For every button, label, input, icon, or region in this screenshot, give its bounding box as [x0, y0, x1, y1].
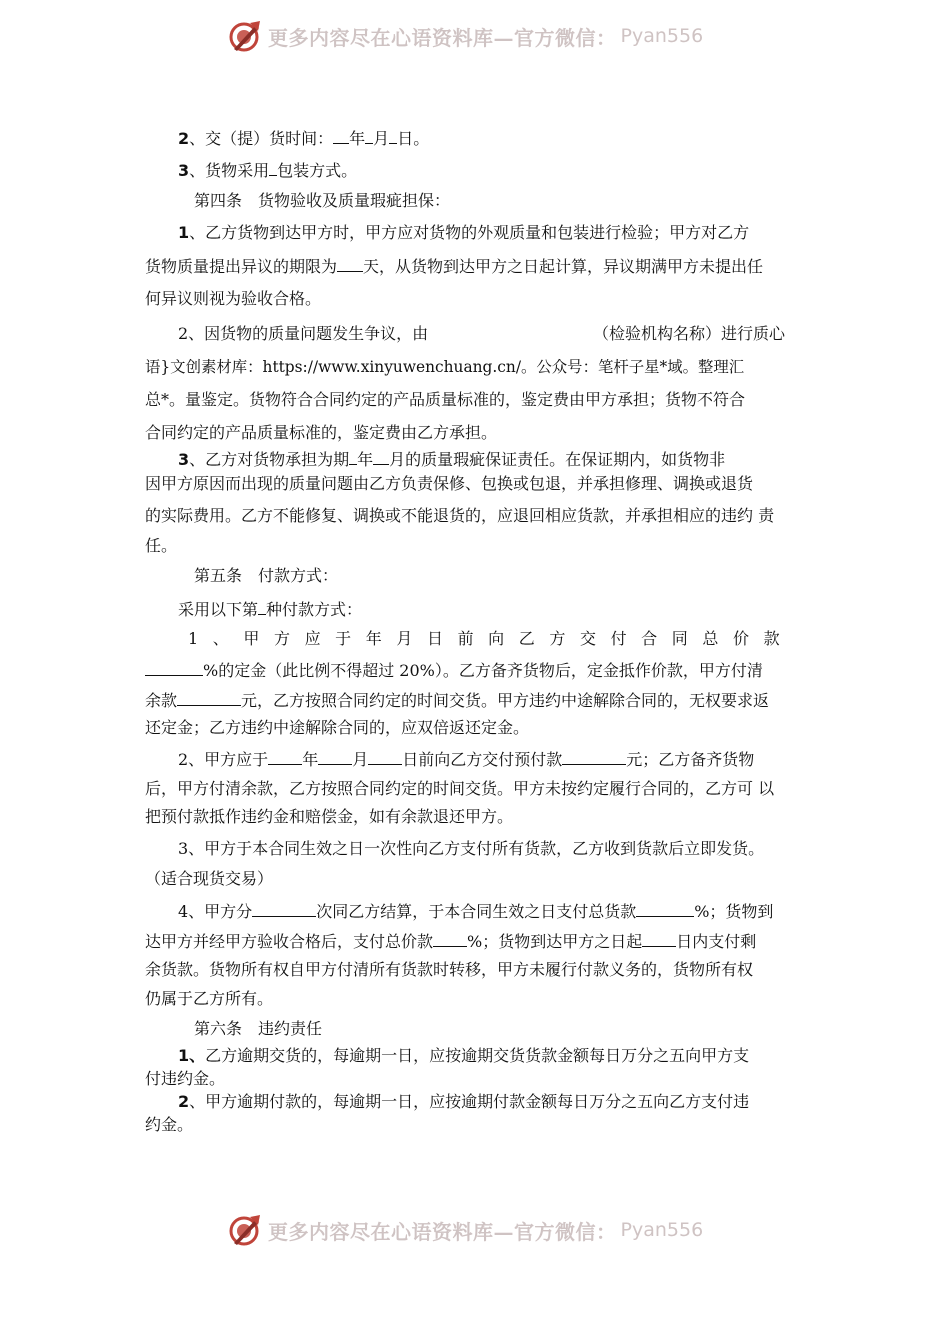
paragraph-line: 1、甲方应于年月日前向乙方交付合同总价款 [188, 629, 795, 648]
paragraph-line: 的实际费用。乙方不能修复、调换或不能退货的，应退回相应货款，并承担相应的违约 责 [145, 506, 775, 525]
clause-delivery-time: 2、交（提）货时间： 年 月 日。 [178, 129, 430, 148]
paragraph-line: 1、乙方逾期交货的，每逾期一日，应按逾期交货货款金额每日万分之五向甲方支 [178, 1046, 750, 1065]
paragraph-line: 3、甲方于本合同生效之日一次性向乙方支付所有货款，乙方收到货款后立即发货。 [178, 839, 765, 858]
paragraph-line: 采用以下第 种付款方式： [178, 600, 363, 619]
paragraph-line: 语}文创素材库：https://www.xinyuwenchuang.cn/。公众号：笔杆子星*域。整理汇 [145, 358, 745, 376]
article-five-heading: 第五条 付款方式： [194, 566, 339, 585]
footer-watermark-banner [0, 1210, 950, 1250]
paragraph-line: 合同约定的产品质量标准的，鉴定费由乙方承担。 [145, 423, 498, 442]
seal-pen-logo-icon [228, 1213, 262, 1247]
paragraph-line: 约金。 [145, 1115, 194, 1134]
paragraph-line: 把预付款抵作违约金和赔偿金，如有余款退还甲方。 [145, 807, 514, 826]
paragraph-line: 货物质量提出异议的期限为 天，从货物到达甲方之日起计算，异议期满甲方未提出任 [145, 257, 764, 276]
paragraph-line: 余货款。货物所有权自甲方付清所有货款时转移，甲方未履行付款义务的，货物所有权 [145, 960, 754, 979]
article-four-heading: 第四条 货物验收及质量瑕疵担保： [194, 191, 451, 210]
banner-wechat-id: Pyan556 [620, 1219, 704, 1241]
paragraph-line: 3、乙方对货物承担为期 年 月的质量瑕疵保证责任。在保证期内，如货物非 [178, 450, 726, 469]
paragraph-line: 付违约金。 [145, 1069, 226, 1088]
paragraph-line: 2、甲方逾期付款的，每逾期一日，应按逾期付款金额每日万分之五向乙方支付违 [178, 1092, 750, 1111]
paragraph-line: %的定金（此比例不得超过 20%）。乙方备齐货物后，定金抵作价款，甲方付清 [145, 659, 810, 682]
paragraph-line: 后，甲方付清余款，乙方按照合同约定的时间交货。甲方未按约定履行合同的，乙方可 以 [145, 779, 775, 798]
paragraph-line: 还定金；乙方违约中途解除合同的，应双倍返还定金。 [145, 718, 530, 737]
paragraph-line: 达甲方并经甲方验收合格后，支付总价款 %；货物到达甲方之日起 日内支付剩 [145, 932, 757, 951]
paragraph-line: 何异议则视为验收合格。 [145, 289, 322, 308]
paragraph-line: 1、乙方货物到达甲方时，甲方应对货物的外观质量和包装进行检验；甲方对乙方 [178, 223, 750, 242]
paragraph-line: 2、甲方应于 年 月 日前向乙方交付预付款 元；乙方备齐货物 [178, 750, 755, 769]
seal-pen-logo-icon [228, 19, 262, 53]
paragraph-line: 2、因货物的质量问题发生争议，由 （检验机构名称）进行质心 [178, 324, 786, 343]
clause-packaging: 3、货物采用 包装方式。 [178, 161, 358, 180]
header-watermark-banner [0, 16, 950, 56]
paragraph-line: 任。 [145, 536, 178, 555]
paragraph-line: 余款 元，乙方按照合同约定的时间交货。甲方违约中途解除合同的，无权要求返 [145, 691, 770, 710]
banner-text: 更多内容尽在心语资料库—官方微信： [268, 1219, 617, 1244]
paragraph-line: 总*。量鉴定。货物符合合同约定的产品质量标准的，鉴定费由甲方承担；货物不符合 [145, 390, 746, 409]
article-six-heading: 第六条 违约责任 [194, 1019, 323, 1038]
banner-wechat-id: Pyan556 [620, 25, 704, 47]
banner-text: 更多内容尽在心语资料库—官方微信： [268, 25, 617, 50]
paragraph-line: （适合现货交易） [145, 869, 274, 888]
paragraph-line: 4、甲方分 次同乙方结算，于本合同生效之日支付总货款 %；货物到 [178, 902, 774, 921]
paragraph-line: 仍属于乙方所有。 [145, 989, 274, 1008]
paragraph-line: 因甲方原因而出现的质量问题由乙方负责保修、包换或包退，并承担修理、调换或退货 [145, 474, 754, 493]
